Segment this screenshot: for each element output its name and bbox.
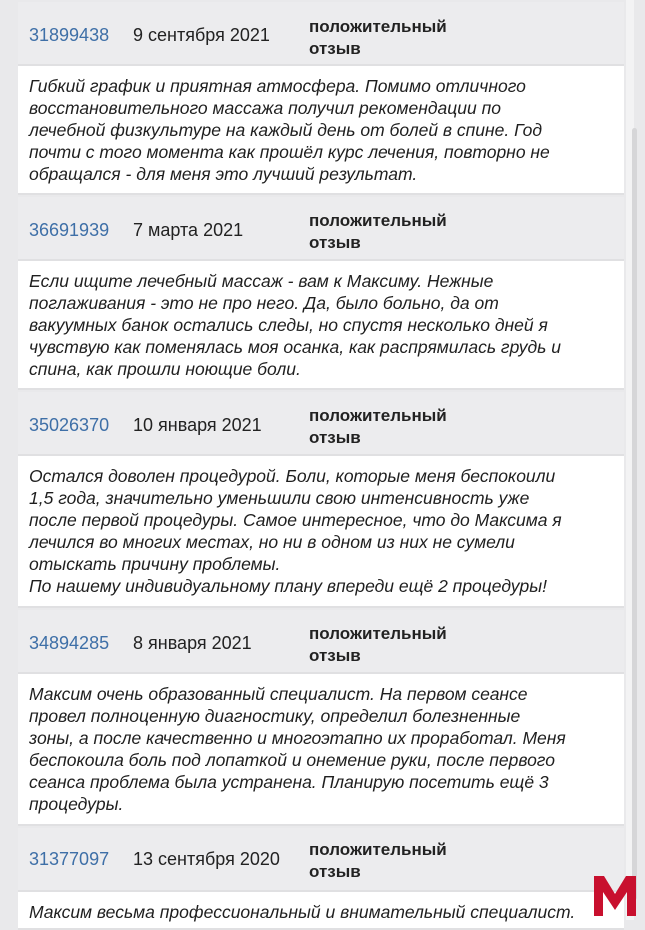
review-badge: положительный отзыв — [309, 624, 447, 665]
review-date: 7 марта 2021 — [133, 220, 244, 240]
review-badge: положительный отзыв — [309, 211, 447, 252]
review-header — [18, 610, 624, 672]
review-date: 10 января 2021 — [133, 415, 262, 435]
review-text: Максим очень образованный специалист. На первом сеансе провел полноценную диагностику, определил болезненные зоны, а после качественно и многоэтапно их проработал. Меня беспокоила боль под лопаткой и онемение руки, после первого сеанса проблема была устранена. Планирую посетить ещё 3 процедуры. — [29, 684, 566, 814]
review-id-link[interactable]: 31899438 — [29, 25, 110, 45]
review-id-link[interactable]: 35026370 — [29, 415, 110, 435]
review-header — [18, 392, 624, 454]
review-text: Гибкий график и приятная атмосфера. Помимо отличного восстановительного массажа получил рекомендации по лечебной физкультуре на каждый день от болей в спине. Год почти с того момента как прошёл курс лечения, повторно не обращался - для меня это лучший результат. — [29, 76, 550, 184]
review-text: Максим весьма профессиональный и внимательный специалист. — [29, 902, 576, 922]
m-logo-shape — [594, 876, 636, 916]
review-date: 8 января 2021 — [133, 633, 252, 653]
review-id-link[interactable]: 31377097 — [29, 849, 110, 869]
review-body — [18, 259, 624, 390]
review-text: Остался доволен процедурой. Боли, которые меня беспокоили 1,5 года, значительно уменьшили свою интенсивность уже после первой процедуры. Самое интересное, что до Максима я лечился во многих местах, но ни в одном из них не сумели отыскать причину проблемы. По нашему индивидуальному плану впереди ещё 2 процедуры! — [29, 466, 562, 596]
review-header — [18, 828, 624, 890]
review-body — [18, 672, 624, 826]
review-header — [18, 2, 624, 64]
review-body — [18, 454, 624, 608]
review-id-link[interactable]: 36691939 — [29, 220, 110, 240]
review-badge: положительный отзыв — [309, 17, 447, 58]
review-text: Если ищите лечебный массаж - вам к Максиму. Нежные поглаживания - это не про него. Да, было больно, да от вакуумных банок остались следы, но спустя несколько дней я чувствую как поменялась моя осанка, как распрямилась грудь и спина, как прошли ноющие боли. — [29, 271, 561, 379]
m-logo — [591, 870, 639, 918]
review-id-link[interactable]: 34894285 — [29, 633, 110, 653]
review-body — [18, 890, 624, 930]
scrollbar-thumb[interactable] — [632, 128, 637, 900]
review-date: 9 сентября 2021 — [133, 25, 270, 45]
review-badge: положительный отзыв — [309, 406, 447, 447]
review-badge: положительный отзыв — [309, 840, 447, 881]
review-body — [18, 64, 624, 195]
review-date: 13 сентября 2020 — [133, 849, 280, 869]
review-header — [18, 197, 624, 259]
